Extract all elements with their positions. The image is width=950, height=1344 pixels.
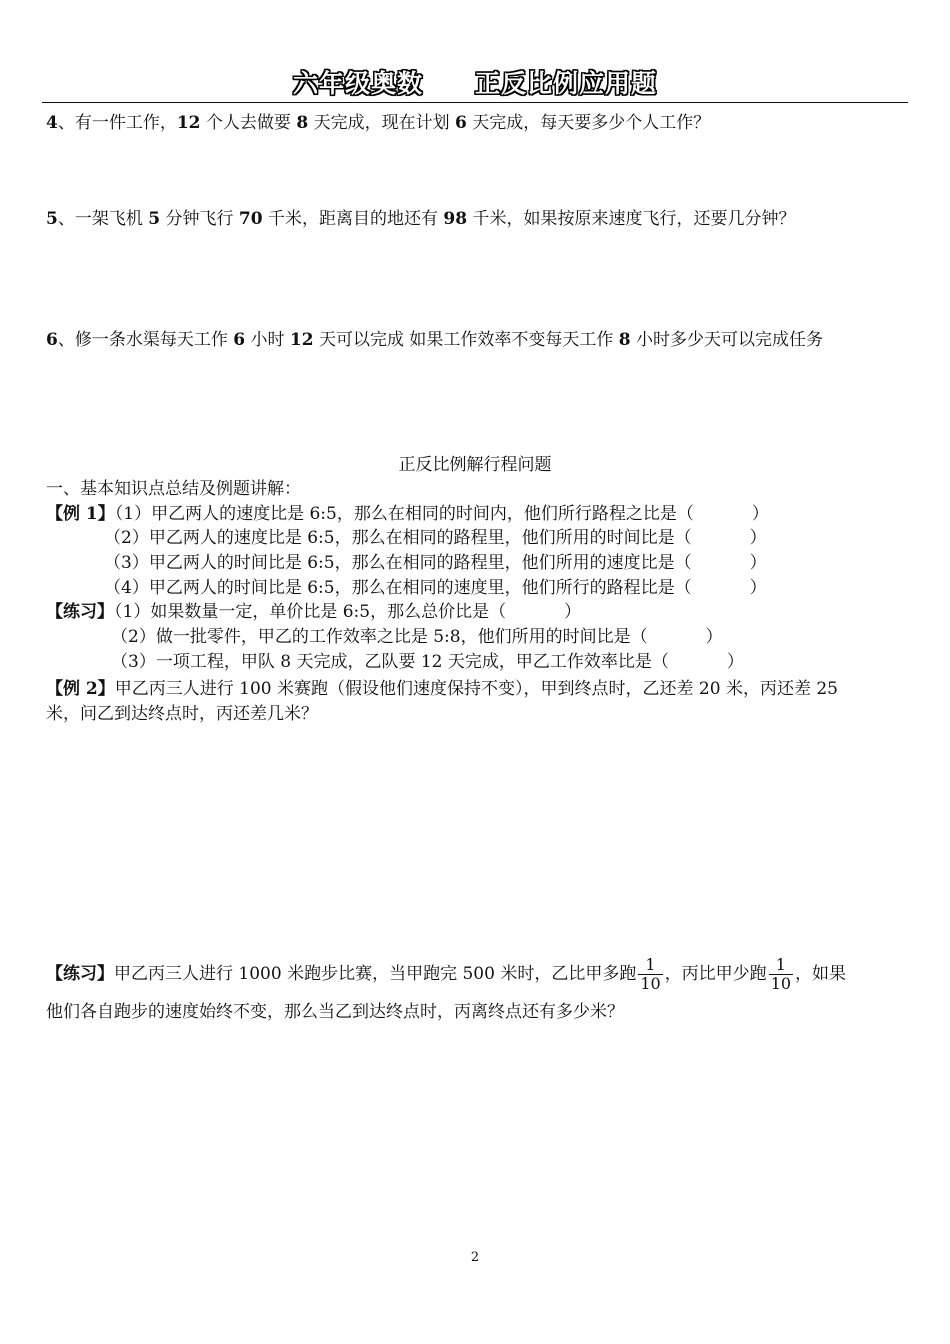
practice-1-item-1: 【练习】（1）如果数量一定，单价比是 6:5，那么总价比是（ ）: [46, 602, 582, 622]
practice-tag: 【练习】: [46, 964, 114, 984]
problem-number: 5: [46, 209, 58, 229]
page-header-title: 六年级奥数 正反比例应用题: [292, 69, 657, 98]
practice-1-item-2: （2）做一批零件，甲乙的工作效率之比是 5:8，他们所用的时间比是（ ）: [111, 627, 723, 647]
example-1-item-2: （2）甲乙两人的速度比是 6:5，那么在相同的路程里，他们所用的时间比是（ ）: [104, 528, 767, 548]
practice-2-line-2: 他们各自跑步的速度始终不变，那么当乙到达终点时，丙离终点还有多少米？: [46, 1002, 624, 1022]
example-1-item-1: 【例 1】（1）甲乙两人的速度比是 6:5，那么在相同的时间内，他们所行路程之比是（ ）: [46, 504, 769, 524]
section-title: 正反比例解行程问题: [398, 455, 552, 475]
practice-2-line-1: 【练习】甲乙丙三人进行 1000 米跑步比赛，当甲跑完 500 米时，乙比甲多跑 $\frac{1}{10}$ ，丙比甲少跑 $\frac{1}{10}$ ，如果: [46, 955, 847, 993]
problem-5: 5、一架飞机 5 分钟飞行 70 千米，距离目的地还有 98 千米，如果按原来速度飞行，还要几分钟？: [46, 209, 796, 229]
example-tag: 【例 1】: [46, 504, 115, 524]
problem-6: 6、修一条水渠每天工作 6 小时 12 天可以完成 如果工作效率不变每天工作 8 小时多少天可以完成任务: [46, 330, 824, 350]
problem-4: 4、有一件工作，12 个人去做要 8 天完成，现在计划 6 天完成，每天要多少个人工作？: [46, 113, 711, 133]
example-tag: 【例 2】: [46, 679, 115, 699]
example-1-item-4: （4）甲乙两人的时间比是 6:5，那么在相同的速度里，他们所行的路程比是（ ）: [104, 578, 767, 598]
practice-tag: 【练习】: [46, 602, 114, 622]
example-2-line-2: 米，问乙到达终点时，丙还差几米？: [46, 704, 318, 724]
section-subtitle: 一、基本知识点总结及例题讲解：: [46, 479, 301, 499]
fraction-one-tenth: $\frac{1}{10}$: [770, 955, 792, 993]
problem-number: 6: [46, 330, 58, 350]
example-2-line-1: 【例 2】甲乙丙三人进行 100 米赛跑（假设他们速度保持不变），甲到终点时，乙还差 20 米，丙还差 25: [46, 679, 838, 699]
page-number: 2: [470, 1250, 480, 1265]
header-divider: [42, 102, 908, 103]
fraction-one-tenth: $\frac{1}{10}$: [640, 955, 661, 993]
problem-number: 4: [46, 113, 58, 133]
example-1-item-3: （3）甲乙两人的时间比是 6:5，那么在相同的路程里，他们所用的速度比是（ ）: [104, 553, 767, 573]
practice-1-item-3: （3）一项工程，甲队 8 天完成，乙队要 12 天完成，甲乙工作效率比是（ ）: [111, 652, 744, 672]
